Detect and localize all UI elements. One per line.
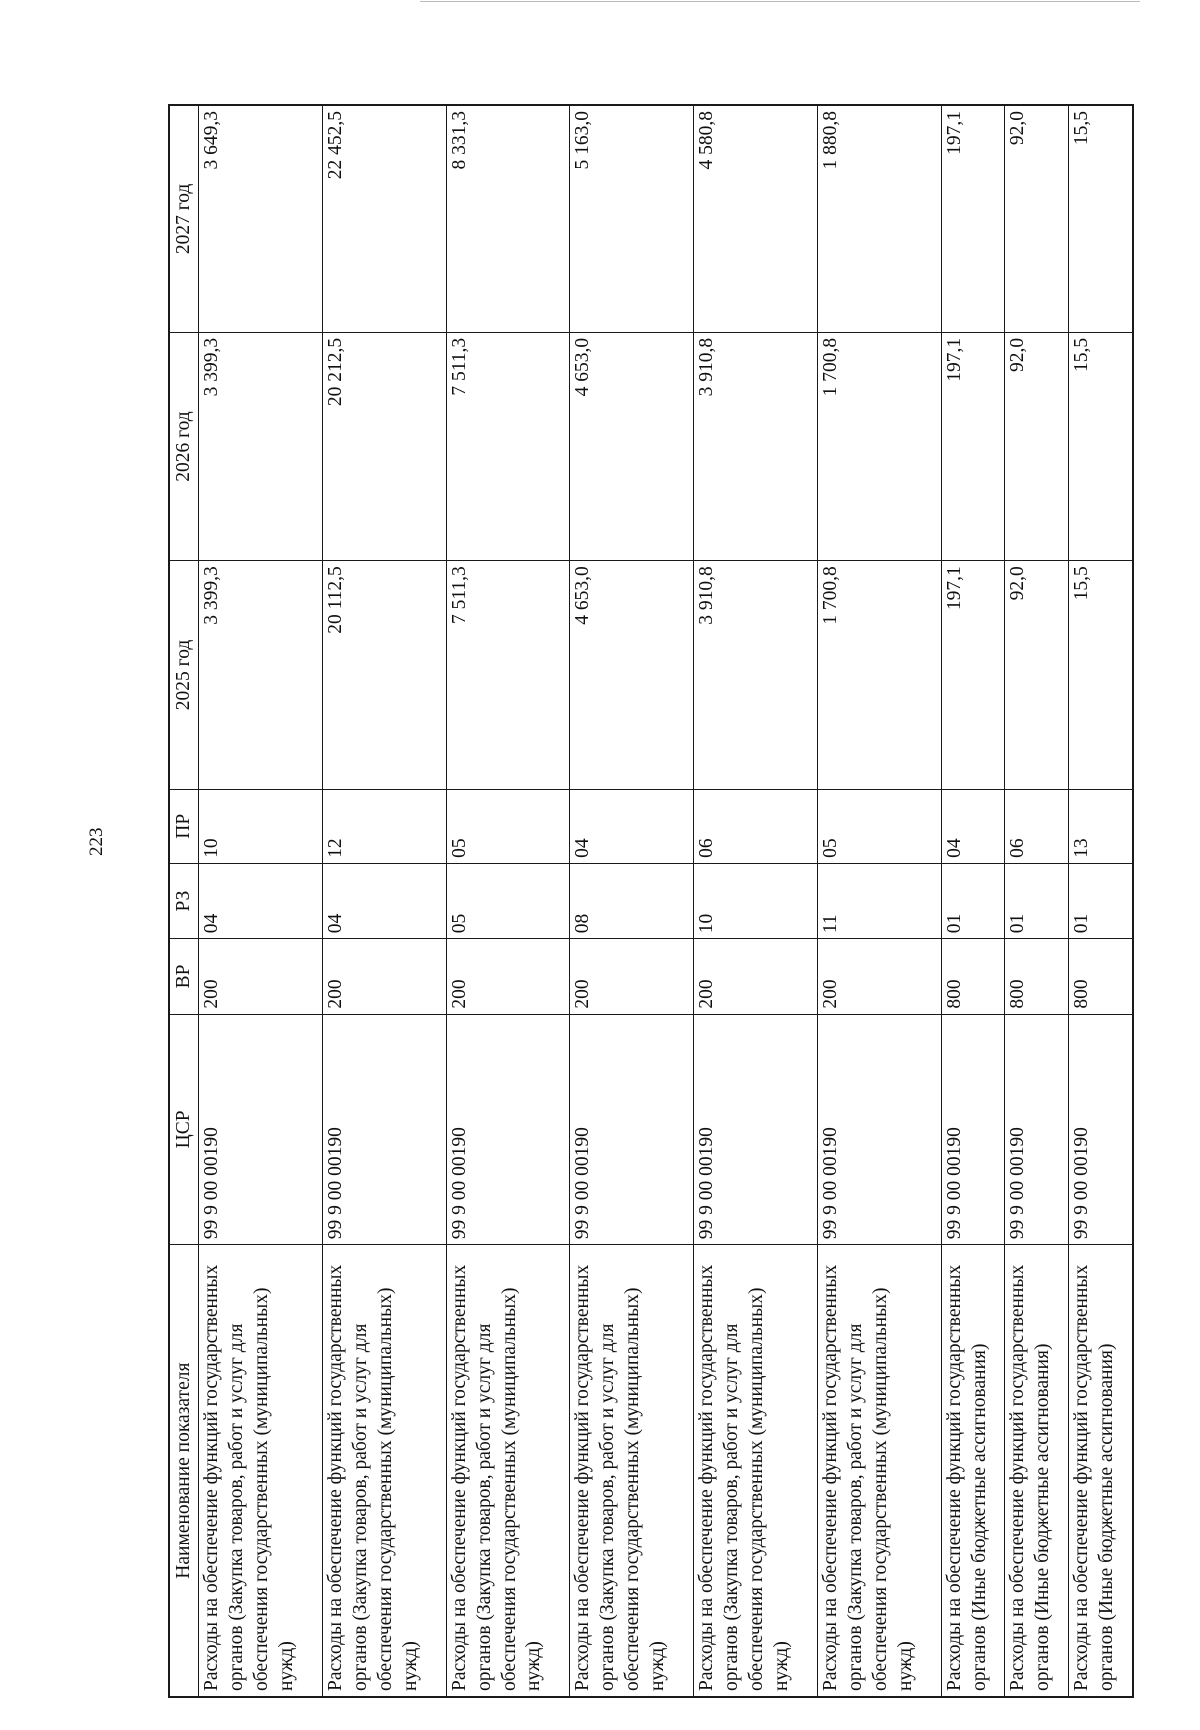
- cell-pr: 05: [446, 789, 570, 863]
- cell-2026: 92,0: [1005, 332, 1069, 560]
- table-row: [199, 105, 323, 1697]
- cell-vr: 200: [322, 939, 446, 1014]
- cell-pr: 12: [322, 789, 446, 863]
- cell-pr: 13: [1069, 789, 1133, 863]
- cell-pr: 04: [570, 789, 694, 863]
- header-row: [169, 105, 199, 1697]
- cell-name: Расходы на обеспечение функций государственных органов (Иные бюджетные ассигнования): [1005, 1245, 1069, 1697]
- cell-2026: 3 910,8: [694, 332, 818, 560]
- cell-vr: 200: [570, 939, 694, 1014]
- table-row: [1005, 105, 1069, 1697]
- cell-2027: 3 649,3: [199, 105, 323, 332]
- cell-csr: 99 9 00 00190: [446, 1014, 570, 1245]
- cell-csr: 99 9 00 00190: [199, 1014, 323, 1245]
- cell-vr: 200: [199, 939, 323, 1014]
- cell-vr: 200: [446, 939, 570, 1014]
- scan-edge-line: [420, 1, 1140, 2]
- cell-name: Расходы на обеспечение функций государственных органов (Закупка товаров, работ и услуг для обеспечения государственных (муниципальных) нужд): [446, 1245, 570, 1697]
- cell-2027: 22 452,5: [322, 105, 446, 332]
- cell-vr: 800: [1069, 939, 1133, 1014]
- cell-pr: 06: [694, 789, 818, 863]
- table-row: [322, 105, 446, 1697]
- cell-2026: 3 399,3: [199, 332, 323, 560]
- cell-2027: 1 880,8: [817, 105, 941, 332]
- cell-2027: 197,1: [941, 105, 1005, 332]
- cell-2025: 4 653,0: [570, 561, 694, 789]
- header-rz: РЗ: [169, 863, 199, 938]
- budget-table-rotated: [168, 104, 1134, 1698]
- cell-csr: 99 9 00 00190: [1005, 1014, 1069, 1245]
- page-number: 223: [86, 827, 107, 856]
- cell-name: Расходы на обеспечение функций государственных органов (Иные бюджетные ассигнования): [941, 1245, 1005, 1697]
- table-row: [570, 105, 694, 1697]
- cell-rz: 04: [322, 863, 446, 938]
- cell-2026: 197,1: [941, 332, 1005, 560]
- cell-2025: 197,1: [941, 561, 1005, 789]
- cell-2025: 20 112,5: [322, 561, 446, 789]
- cell-name: Расходы на обеспечение функций государственных органов (Закупка товаров, работ и услуг для обеспечения государственных (муниципальных) нужд): [694, 1245, 818, 1697]
- cell-csr: 99 9 00 00190: [1069, 1014, 1133, 1245]
- cell-name: Расходы на обеспечение функций государственных органов (Иные бюджетные ассигнования): [1069, 1245, 1133, 1697]
- table-row: [941, 105, 1005, 1697]
- header-pr: ПР: [169, 789, 199, 863]
- cell-2026: 7 511,3: [446, 332, 570, 560]
- cell-csr: 99 9 00 00190: [570, 1014, 694, 1245]
- cell-vr: 800: [941, 939, 1005, 1014]
- cell-pr: 04: [941, 789, 1005, 863]
- table-row: [817, 105, 941, 1697]
- header-2027: 2027 год: [169, 105, 199, 332]
- cell-pr: 05: [817, 789, 941, 863]
- cell-2027: 5 163,0: [570, 105, 694, 332]
- cell-csr: 99 9 00 00190: [694, 1014, 818, 1245]
- table-row: [1069, 105, 1133, 1697]
- budget-table: [168, 104, 1134, 1698]
- cell-name: Расходы на обеспечение функций государственных органов (Закупка товаров, работ и услуг для обеспечения государственных (муниципальных) нужд): [322, 1245, 446, 1697]
- cell-name: Расходы на обеспечение функций государственных органов (Закупка товаров, работ и услуг для обеспечения государственных (муниципальных) нужд): [570, 1245, 694, 1697]
- cell-2026: 1 700,8: [817, 332, 941, 560]
- cell-rz: 01: [941, 863, 1005, 938]
- cell-vr: 200: [817, 939, 941, 1014]
- cell-csr: 99 9 00 00190: [817, 1014, 941, 1245]
- header-2025: 2025 год: [169, 561, 199, 789]
- cell-rz: 01: [1005, 863, 1069, 938]
- cell-name: Расходы на обеспечение функций государственных органов (Закупка товаров, работ и услуг для обеспечения государственных (муниципальных) нужд): [199, 1245, 323, 1697]
- header-name: Наименование показателя: [169, 1245, 199, 1697]
- cell-2027: 4 580,8: [694, 105, 818, 332]
- cell-2027: 8 331,3: [446, 105, 570, 332]
- cell-pr: 06: [1005, 789, 1069, 863]
- header-csr: ЦСР: [169, 1014, 199, 1245]
- cell-csr: 99 9 00 00190: [941, 1014, 1005, 1245]
- cell-vr: 800: [1005, 939, 1069, 1014]
- cell-rz: 05: [446, 863, 570, 938]
- cell-2025: 7 511,3: [446, 561, 570, 789]
- cell-rz: 04: [199, 863, 323, 938]
- cell-2025: 3 910,8: [694, 561, 818, 789]
- cell-rz: 08: [570, 863, 694, 938]
- cell-vr: 200: [694, 939, 818, 1014]
- cell-2026: 4 653,0: [570, 332, 694, 560]
- cell-rz: 10: [694, 863, 818, 938]
- header-vr: ВР: [169, 939, 199, 1014]
- cell-rz: 01: [1069, 863, 1133, 938]
- header-2026: 2026 год: [169, 332, 199, 560]
- cell-2025: 1 700,8: [817, 561, 941, 789]
- table-row: [446, 105, 570, 1697]
- cell-rz: 11: [817, 863, 941, 938]
- cell-csr: 99 9 00 00190: [322, 1014, 446, 1245]
- cell-2025: 3 399,3: [199, 561, 323, 789]
- table-row: [694, 105, 818, 1697]
- cell-2025: 15,5: [1069, 561, 1133, 789]
- cell-2025: 92,0: [1005, 561, 1069, 789]
- cell-2026: 15,5: [1069, 332, 1133, 560]
- cell-2027: 15,5: [1069, 105, 1133, 332]
- cell-2027: 92,0: [1005, 105, 1069, 332]
- cell-2026: 20 212,5: [322, 332, 446, 560]
- cell-name: Расходы на обеспечение функций государственных органов (Закупка товаров, работ и услуг для обеспечения государственных (муниципальных) нужд): [817, 1245, 941, 1697]
- cell-pr: 10: [199, 789, 323, 863]
